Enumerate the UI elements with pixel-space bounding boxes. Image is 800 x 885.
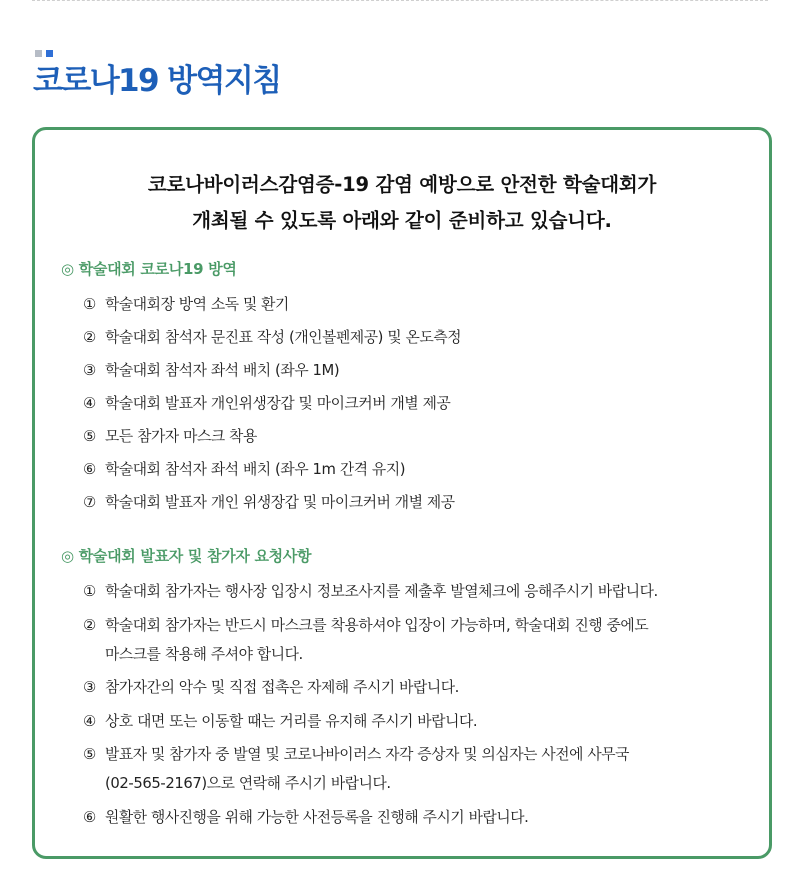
list-item [83,356,753,389]
page-title: 코로나19 방역지침 [33,63,281,99]
intro-line-1: 코로나바이러스감염증-19 감염 예방으로 안전한 학술대회가 [147,173,657,196]
grey-square-icon [35,50,42,57]
item-number: ⑦ [83,494,96,511]
item-number: ⑥ [83,808,96,826]
item-number: ④ [83,712,96,730]
item-number: ⑥ [83,461,96,478]
list-item [83,740,753,798]
item-text-continued: (02-565-2167)으로 연락해 주시기 바랍니다. [105,775,391,792]
item-number: ③ [83,362,96,379]
item-text: 원활한 행사진행을 위해 가능한 사전등록을 진행해 주시기 바랍니다. [105,808,529,826]
item-text: 학술대회 참석자 문진표 작성 (개인볼펜제공) 및 온도측정 [105,329,462,346]
item-number: ① [83,296,96,313]
item-number: ④ [83,395,96,412]
item-text: 참가자간의 악수 및 직접 접촉은 자제해 주시기 바랍니다. [105,679,459,696]
list-item [83,290,753,323]
item-number: ⑤ [83,428,96,445]
item-text: 모든 참가자 마스크 착용 [105,428,257,445]
intro-line-2: 개최될 수 있도록 아래와 같이 준비하고 있습니다. [192,209,612,232]
item-number: ③ [83,679,96,696]
item-number: ① [83,583,96,600]
list-item [83,673,753,702]
list-item [83,422,753,455]
item-text: 상호 대면 또는 이동할 때는 거리를 유지해 주시기 바랍니다. [105,712,478,730]
list-item [83,803,753,832]
item-text: 학술대회 참가자는 반드시 마스크를 착용하셔야 입장이 가능하며, 학술대회 진행 중에도 [105,616,649,634]
notice-box [32,127,772,859]
item-text: 학술대회 참석자 좌석 배치 (좌우 1M) [105,362,340,379]
item-number: ② [83,616,96,634]
list-item [83,707,753,736]
notice-intro [35,167,769,239]
section-heading-requests: ◎ 학술대회 발표자 및 참가자 요청사항 [61,547,312,565]
section-heading-quarantine: ◎ 학술대회 코로나19 방역 [61,260,237,278]
list-item [83,577,753,606]
item-text: 학술대회 발표자 개인 위생장갑 및 마이크커버 개별 제공 [105,494,455,511]
item-text: 학술대회장 방역 소독 및 환기 [105,296,289,313]
item-text: 발표자 및 참가자 중 발열 및 코로나바이러스 자각 증상자 및 의심자는 사전에 사무국 [105,746,630,763]
list-item [83,488,753,521]
item-number: ② [83,329,96,346]
list-item [83,455,753,488]
top-divider [32,0,768,1]
participant-requests-list [83,577,753,836]
item-text: 학술대회 참석자 좌석 배치 (좌우 1m 간격 유지) [105,461,406,478]
quarantine-measures-list [83,290,753,521]
list-item [83,611,753,669]
item-text: 학술대회 발표자 개인위생장갑 및 마이크커버 개별 제공 [105,395,451,412]
item-text-continued: 마스크를 착용해 주셔야 합니다. [105,645,303,663]
item-number: ⑤ [83,746,96,763]
list-item [83,323,753,356]
item-text: 학술대회 참가자는 행사장 입장시 정보조사지를 제출후 발열체크에 응해주시기 바랍니다. [105,583,658,600]
blue-square-icon [46,50,53,57]
list-item [83,389,753,422]
